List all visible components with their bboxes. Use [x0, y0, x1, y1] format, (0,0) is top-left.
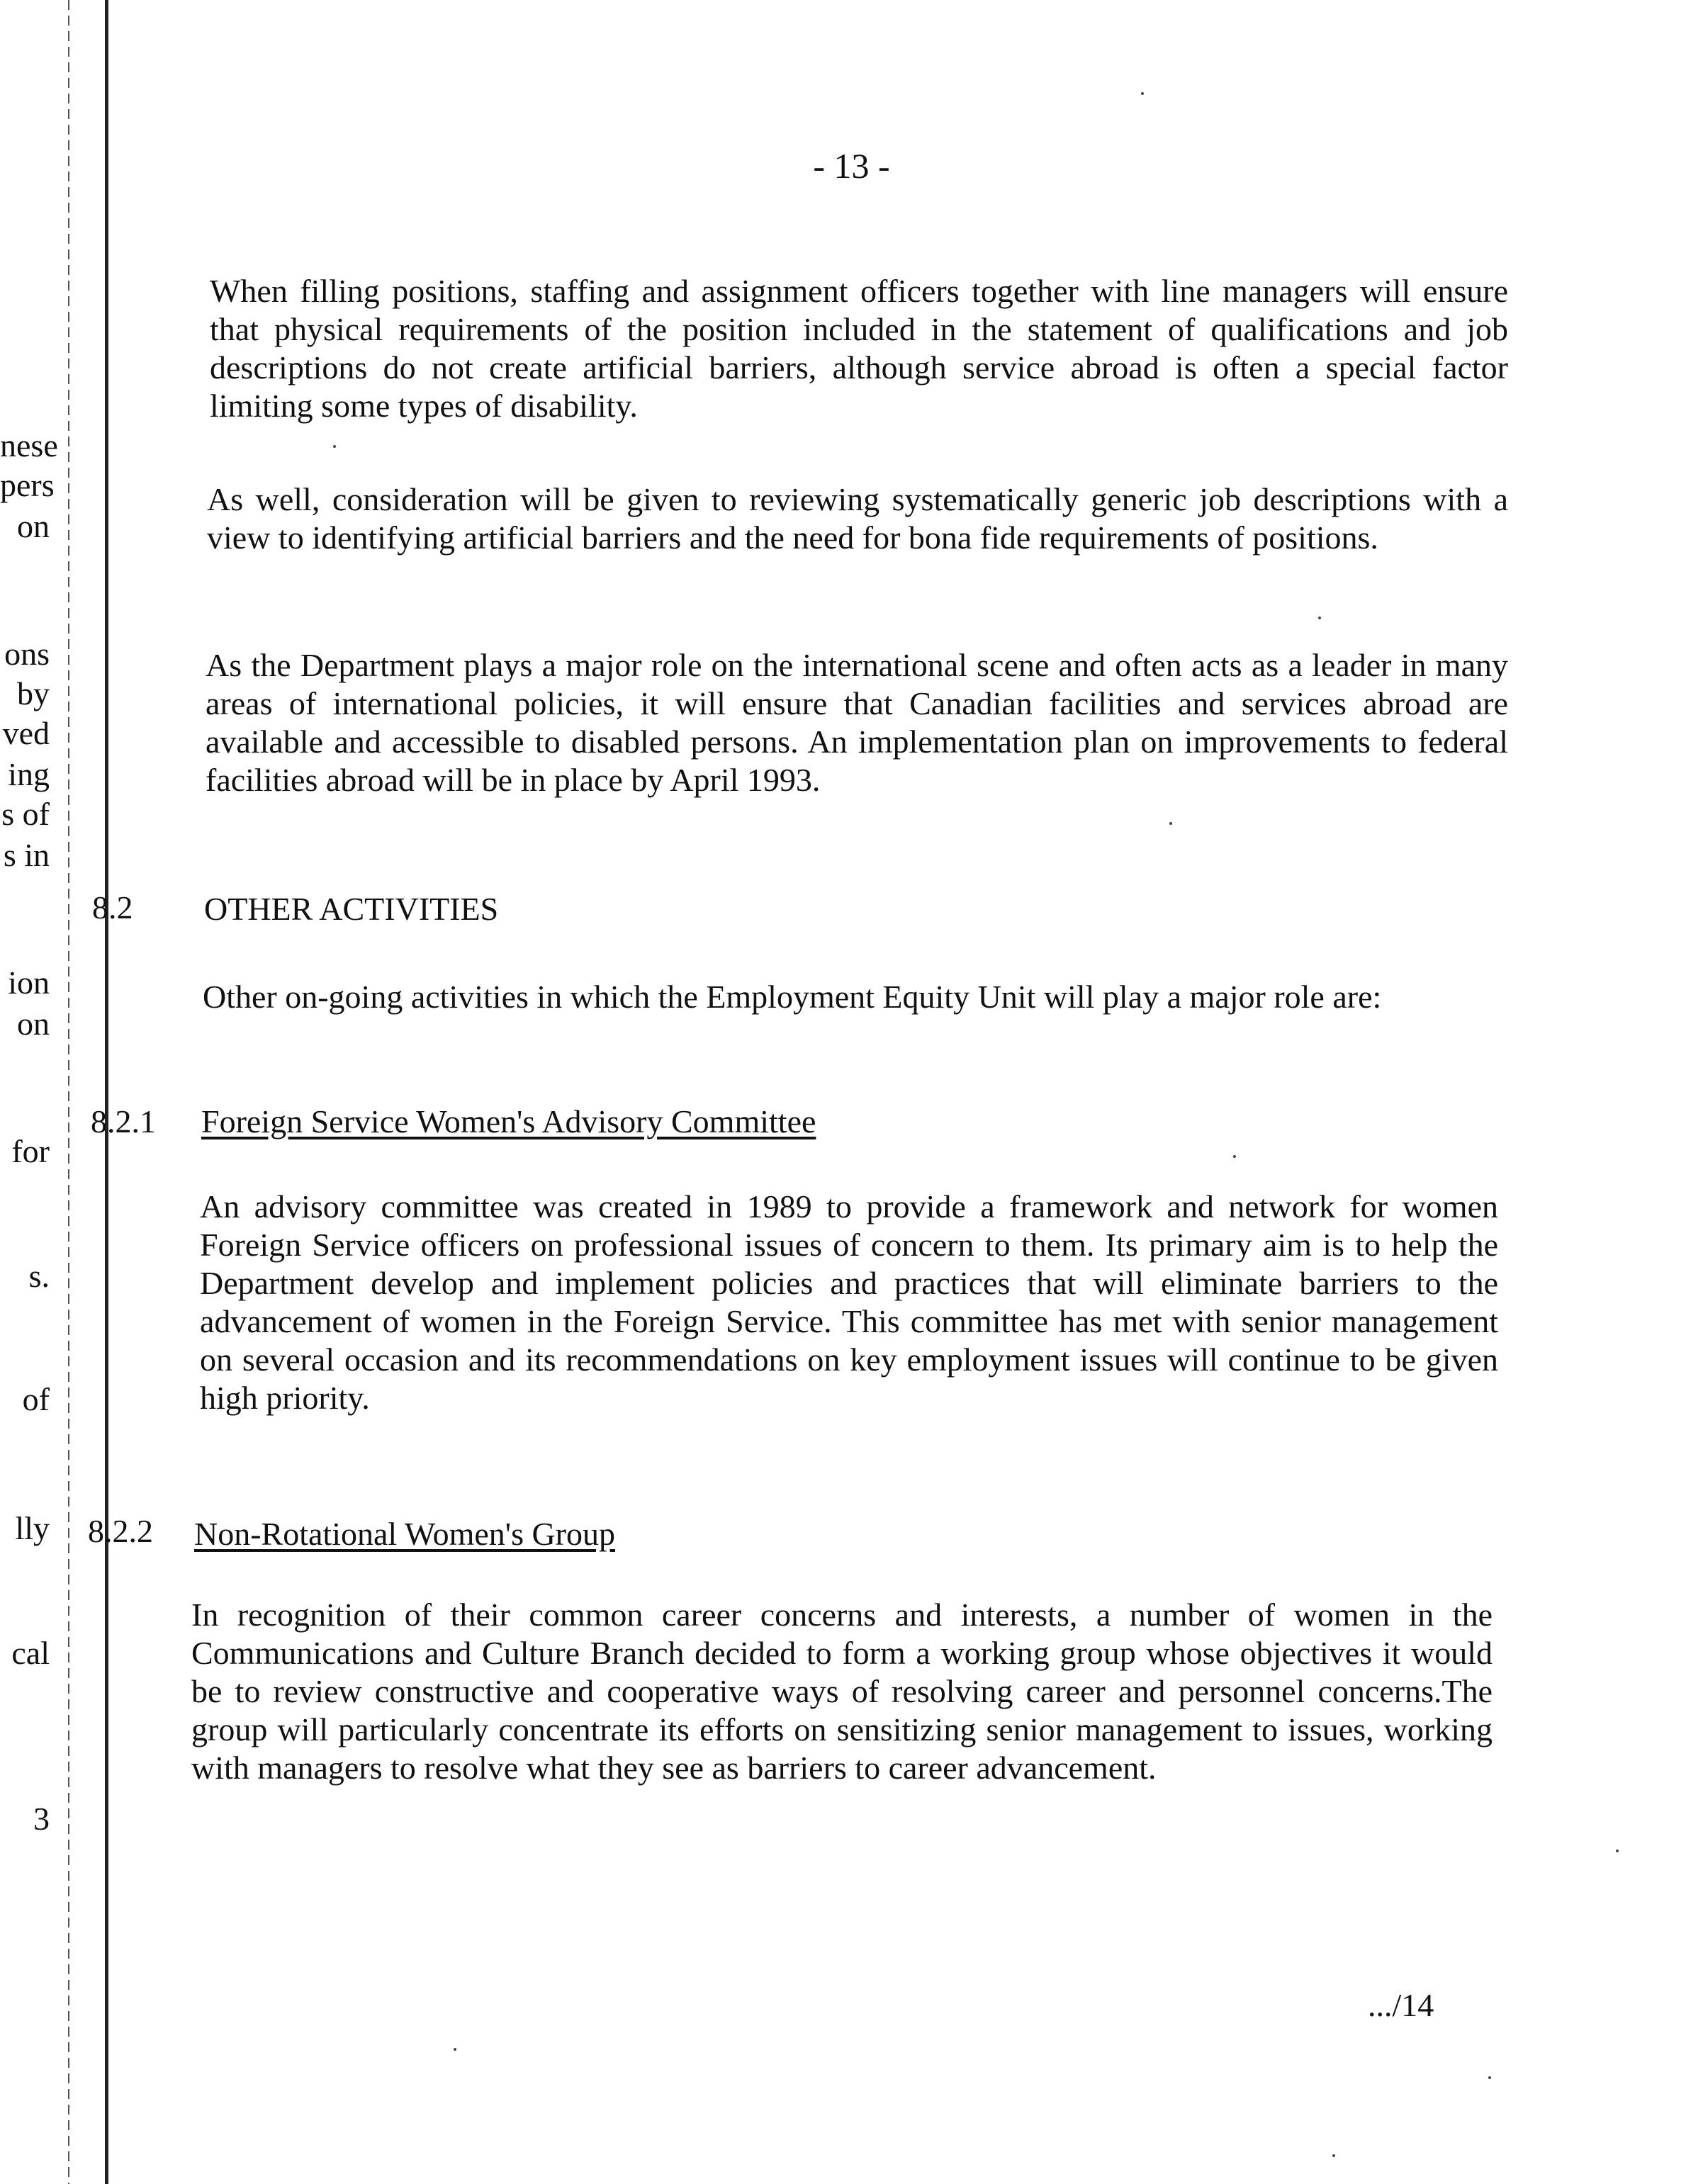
margin-fragment: ved [2, 715, 50, 751]
subsection-heading: Foreign Service Women's Advisory Committee [201, 1103, 816, 1139]
scan-speck [1332, 2154, 1335, 2157]
scan-speck [1169, 822, 1172, 825]
margin-fragment: s of [1, 796, 50, 832]
paragraph: When filling positions, staffing and assignment officers together with line managers will ensure that physical requirements of the position included in the statement of qualifications and job descriptions do not create artificial barriers, although service abroad is often a special factor limiting some types of disability. [210, 273, 1508, 424]
paragraph: As the Department plays a major role on the international scene and often acts as a leader in many areas of international policies, it will ensure that Canadian facilities and services abroad are available and accessible to disabled persons. An implementation plan on improvements to federal facilities abroad will be in place by April 1993. [206, 647, 1508, 798]
paragraph: Other on-going activities in which the Employment Equity Unit will play a major role are: [203, 979, 1382, 1015]
binding-dotted-line [68, 0, 69, 2184]
binding-edge-line [105, 0, 108, 2184]
subsection-number: 8.2.2 [88, 1513, 153, 1549]
margin-fragment: s in [3, 837, 50, 873]
scan-speck [1616, 1850, 1619, 1852]
margin-fragment: s. [28, 1258, 50, 1294]
section-heading: OTHER ACTIVITIES [204, 891, 499, 927]
subsection-heading: Non-Rotational Women's Group [194, 1516, 616, 1552]
margin-fragment: of [22, 1381, 50, 1417]
margin-fragment: lly [15, 1510, 50, 1546]
scan-speck [333, 445, 336, 448]
scan-speck [1318, 617, 1321, 619]
section-number: 8.2 [92, 889, 133, 925]
margin-fragment: by [17, 675, 50, 711]
margin-fragment: ons [4, 636, 50, 672]
scan-speck [454, 2048, 456, 2051]
subsection-number: 8.2.1 [91, 1103, 156, 1139]
paragraph: An advisory committee was created in 1989 to provide a framework and network for women Foreign Service officers on professional issues of concern to them. Its primary aim is to help the Department develop and implement policies and practices that will eliminate barriers to the advancement of women in the Foreign Service. This committee has met with senior management on several occasion and its recommendations on key employment issues will continue to be given high priority. [200, 1188, 1498, 1416]
scan-speck [1141, 92, 1144, 95]
margin-fragment: on [17, 508, 50, 544]
margin-fragment: 3 [33, 1801, 50, 1837]
margin-fragment: pers [0, 467, 55, 503]
paragraph: In recognition of their common career concerns and interests, a number of women in the Communications and Culture Branch decided to form a working group whose objectives it would be to review constructive and cooperative ways of resolving career and personnel concerns.The group will particularly concentrate its efforts on sensitizing senior management to issues, working with managers to resolve what they see as barriers to career advancement. [191, 1597, 1493, 1786]
paragraph: As well, consideration will be given to reviewing systematically generic job descriptions with a view to identifying artificial barriers and the need for bona fide requirements of positions. [207, 481, 1508, 556]
margin-fragment: ing [8, 756, 50, 792]
margin-fragment: for [11, 1133, 50, 1169]
margin-fragment: on [17, 1006, 50, 1042]
continuation-marker: .../14 [1368, 1987, 1434, 2023]
margin-fragment: ion [8, 964, 50, 1001]
margin-fragment: cal [11, 1635, 50, 1671]
margin-fragment: nese [0, 427, 58, 463]
scan-speck [1233, 1155, 1236, 1158]
scan-speck [1488, 2076, 1491, 2079]
page-number: - 13 - [813, 146, 890, 186]
